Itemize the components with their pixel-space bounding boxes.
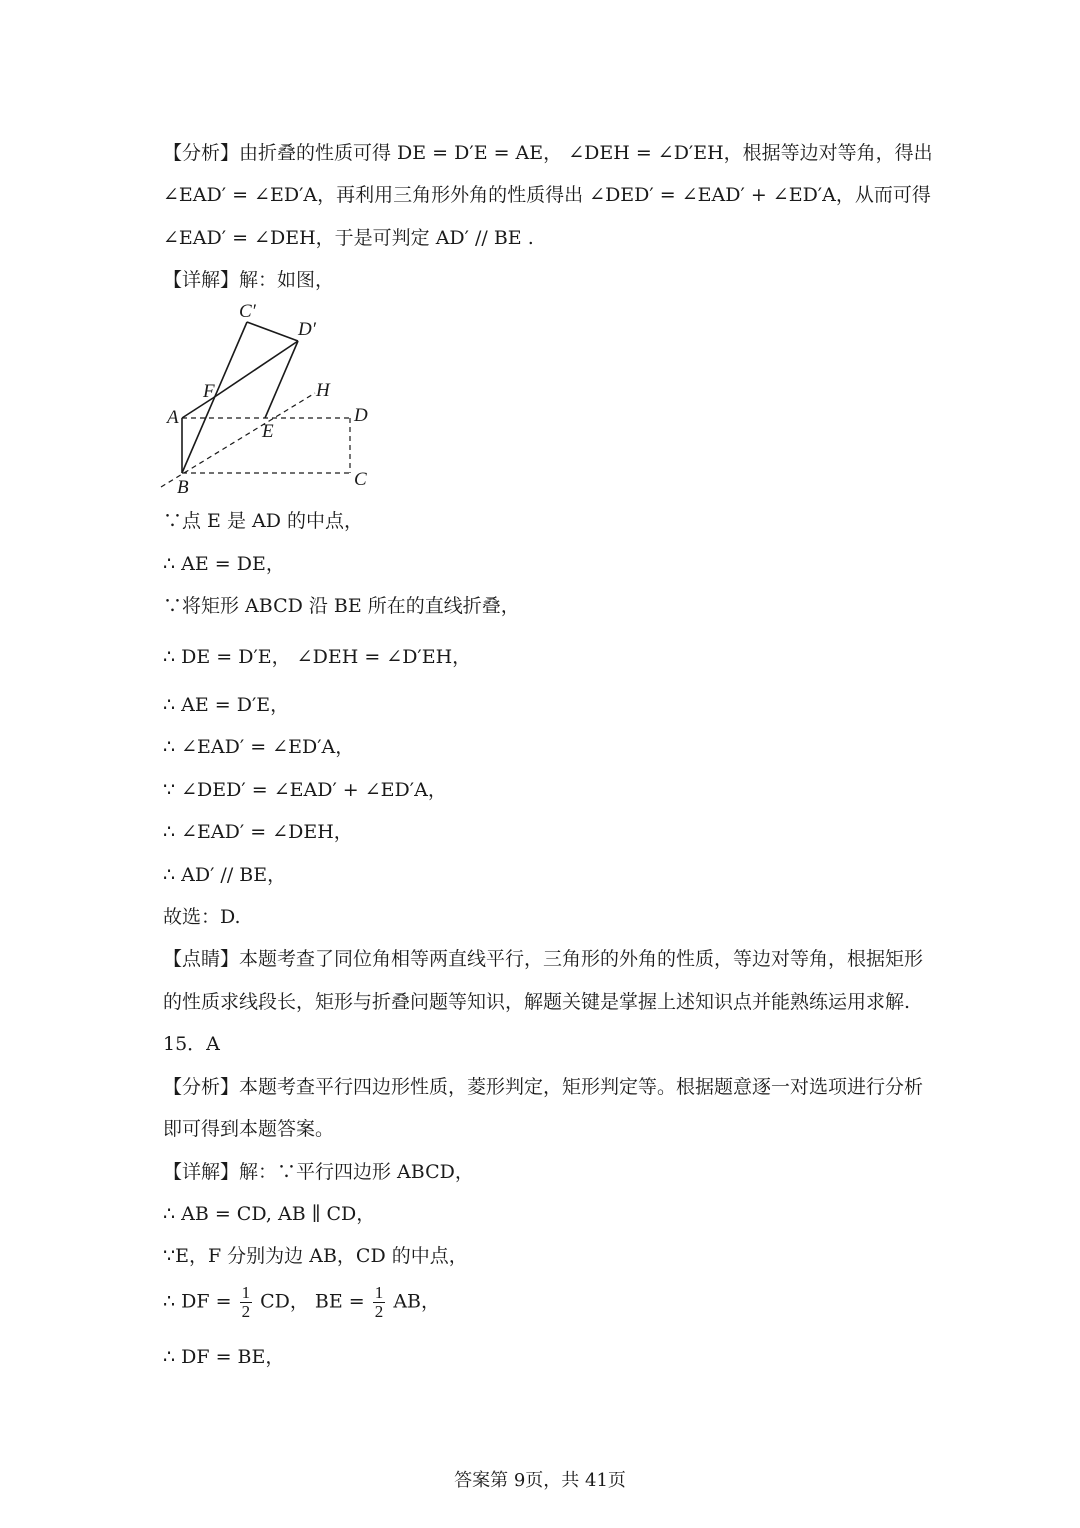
q15-step-1: ∴ AB = CD, AB ∥ CD，	[163, 1203, 376, 1225]
q15-step-4: ∴ DF = BE，	[163, 1346, 285, 1368]
label-c-prime: C′	[239, 301, 256, 322]
step-line-2: ∴ AE = DE，	[163, 553, 285, 575]
step-line-6: ∴ ∠EAD′ = ∠ED′A，	[163, 736, 355, 758]
comment-line-2: 的性质求线段长，矩形与折叠问题等知识，解题关键是掌握上述知识点并能熟练运用求解.	[163, 991, 911, 1013]
step-line-9: ∴ AD′ // BE，	[163, 864, 287, 886]
fraction-half-1	[240, 1284, 253, 1321]
q15-step-3-mid: CD， BE =	[260, 1290, 365, 1313]
fraction-half-2	[373, 1284, 386, 1321]
label-b: B	[177, 477, 189, 498]
step-line-1: ∵点 E 是 AD 的中点，	[163, 510, 363, 532]
fraction-denominator: 2	[241, 1302, 251, 1321]
step-line-10: 故选：D.	[163, 906, 241, 928]
comment-line-1: 【点睛】本题考查了同位角相等两直线平行，三角形的外角的性质，等边对等角，根据矩形	[163, 948, 924, 970]
page-footer: 答案第 9页，共 41页	[454, 1470, 626, 1491]
label-d: D	[354, 405, 368, 426]
analysis-line-1: 【分析】由折叠的性质可得 DE = D′E = AE， ∠DEH = ∠D′EH，根据等边对等角，得出	[163, 142, 933, 164]
analysis-line-2: ∠EAD′ = ∠ED′A，再利用三角形外角的性质得出 ∠DED′ = ∠EAD′ + ∠ED′A，从而可得	[163, 184, 931, 206]
label-f: F	[203, 381, 215, 402]
step-line-4: ∴ DE = D′E， ∠DEH = ∠D′EH，	[163, 646, 472, 668]
step-line-7: ∵ ∠DED′ = ∠EAD′ + ∠ED′A，	[163, 779, 447, 801]
step-line-5: ∴ AE = D′E，	[163, 694, 290, 716]
q15-analysis-line-2: 即可得到本题答案。	[163, 1118, 335, 1140]
q15-detail-heading: 【详解】解：∵平行四边形 ABCD，	[163, 1161, 474, 1183]
label-d-prime: D′	[298, 319, 316, 340]
q15-step-2: ∵E，F 分别为边 AB，CD 的中点，	[163, 1245, 468, 1267]
step-line-8: ∴ ∠EAD′ = ∠DEH，	[163, 821, 353, 843]
detail-heading: 【详解】解：如图，	[163, 269, 335, 291]
fraction-numerator: 1	[241, 1283, 251, 1302]
fraction-numerator: 1	[374, 1283, 384, 1302]
geometry-figure	[155, 295, 395, 500]
segment-c-prime-d-prime	[247, 322, 298, 341]
fraction-denominator: 2	[374, 1302, 384, 1321]
q15-step-3	[163, 1284, 440, 1321]
label-e: E	[262, 421, 274, 442]
step-line-3: ∵将矩形 ABCD 沿 BE 所在的直线折叠，	[163, 595, 520, 617]
label-a: A	[167, 407, 179, 428]
q15-analysis-line-1: 【分析】本题考查平行四边形性质，菱形判定，矩形判定等。根据题意逐一对选项进行分析	[163, 1076, 924, 1098]
q15-step-3-prefix: ∴ DF =	[163, 1290, 232, 1313]
analysis-line-3: ∠EAD′ = ∠DEH，于是可判定 AD′ // BE .	[163, 227, 534, 249]
label-h: H	[316, 380, 330, 401]
q15-step-3-suffix: AB，	[393, 1290, 440, 1313]
q15-answer: 15．A	[163, 1033, 220, 1055]
label-c: C	[354, 469, 367, 490]
